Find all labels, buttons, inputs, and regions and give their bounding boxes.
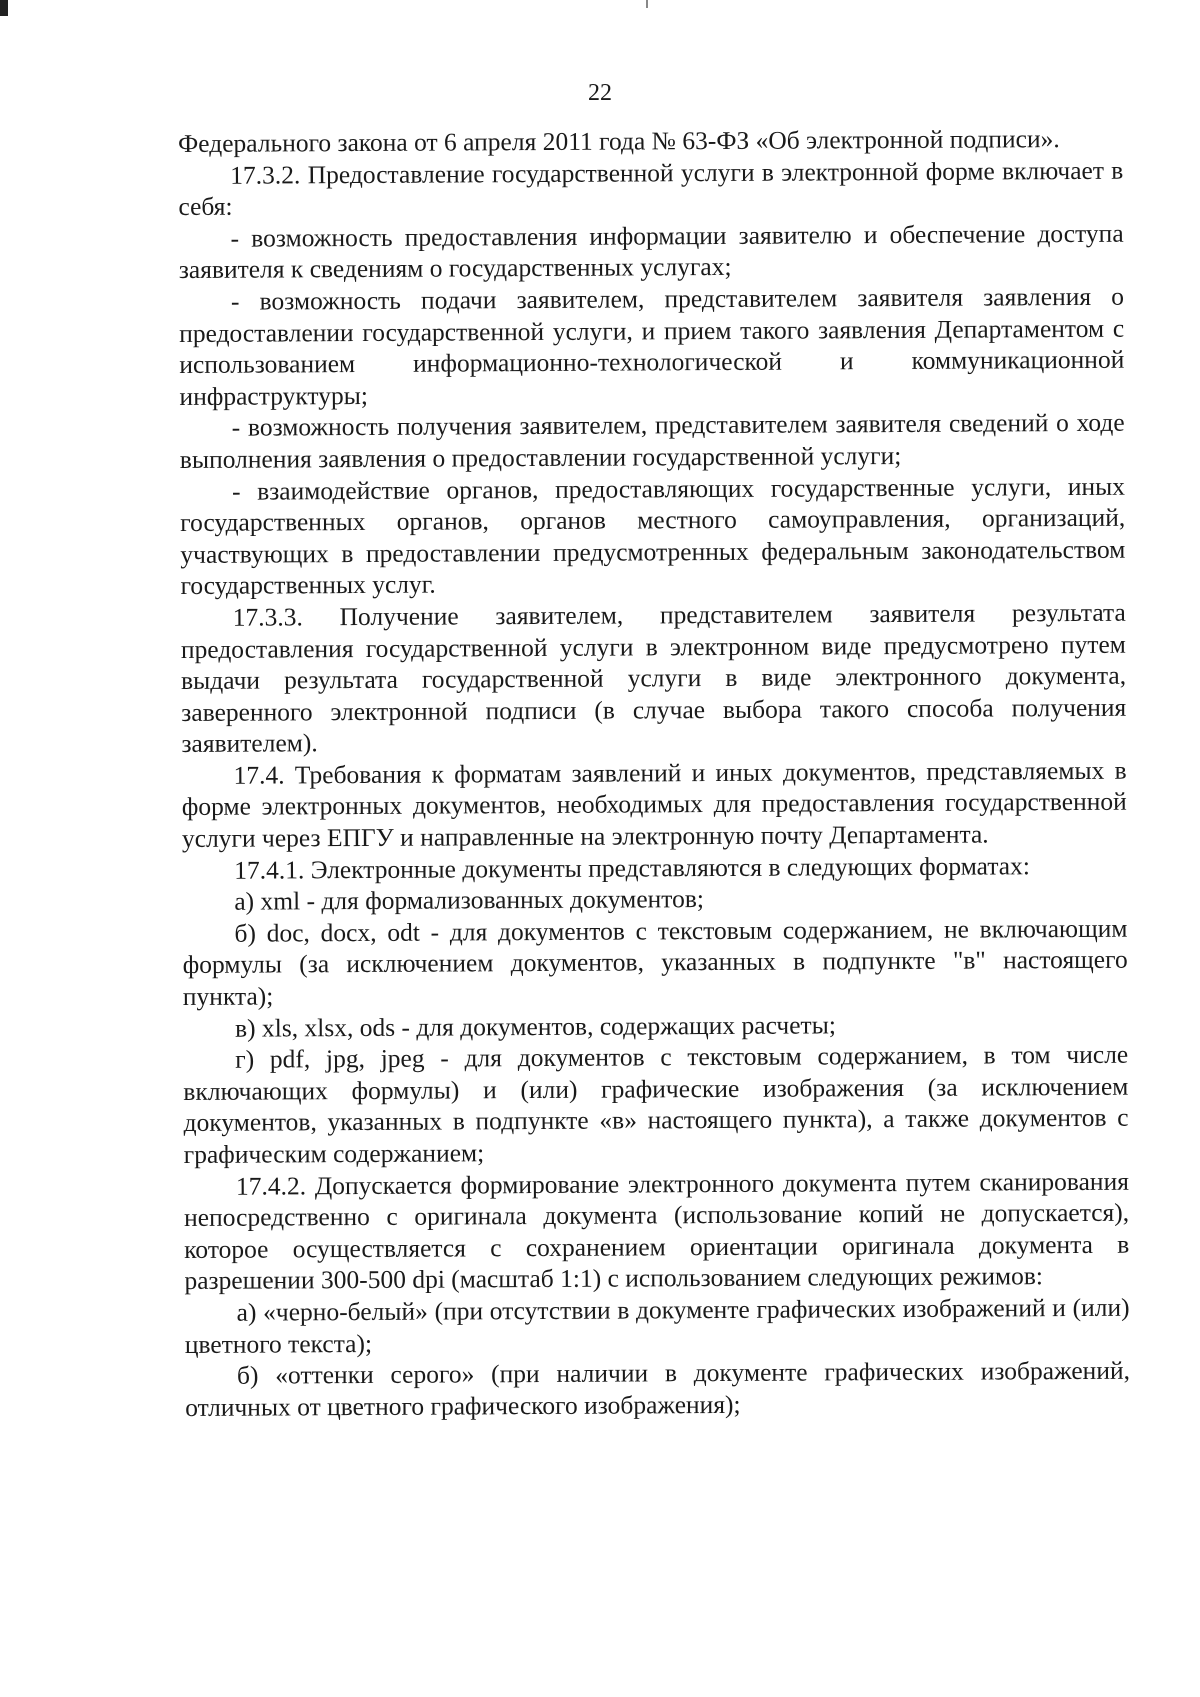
document-body [178,123,1130,1424]
list-item-info-access: - возможность предоставления информации заявителю и обеспечение доступа заявителя к сведениям о государственных услугах; [178,218,1124,285]
format-item-a: а) xml - для формализованных документов; [234,884,705,916]
format-item-b: б) doc, docx, odt - для документов с текстовым содержанием, не включающим формулы (за исключением документов, указанных в подпункте "в" настоящего пункта); [182,913,1128,1012]
paragraph-17-3-3: 17.3.3. Получение заявителем, представителем заявителя результата предоставления государственной услуги в электронном виде предусмотрено путем выдачи результата государственной услуги в виде электронного документа, заверенного электронной подписи (в случае выбора такого способа получения заявителем). [180,597,1127,759]
paragraph-17-3-2: 17.3.2. Предоставление государственной услуги в электронной форме включает в себя: [178,155,1124,222]
list-item-status-info: - возможность получения заявителем, представителем заявителя сведений о ходе выполнения заявления о предоставлении государственной услуги; [179,408,1125,474]
paragraph-17-4-2: 17.4.2. Допускается формирование электронного документа путем сканирования непосредственно с оригинала документа (использование копий не допускается), которое осуществляется с сохранением ориентации оригинала документа в разрешении 300-500 dpi (масштаб 1:1) с использованием следующих режимов: [184,1166,1130,1296]
scan-mode-a: а) «черно-белый» (при отсутствии в документе графических изображений и (или) цветного текста); [184,1292,1130,1359]
format-item-g: г) pdf, jpg, jpeg - для документов с текстовым содержанием, в том числе включающих формулы) и (или) графические изображения (за исключением документов, указанных в подпункте «в» настоящего пункта), а также документов с графическим содержанием; [183,1039,1129,1169]
scan-mode-b: б) «оттенки серого» (при наличии в документе графических изображений, отличных от цветного графического изображения); [185,1355,1131,1422]
paragraph-continuation: Федерального закона от 6 апреля 2011 года № 63-ФЗ «Об электронной подписи». [178,124,1060,158]
paragraph-17-4-1: 17.4.1. Электронные документы представляются в следующих форматах: [234,850,1030,885]
list-item-application-submission: - возможность подачи заявителем, представителем заявителя заявления о предоставлении государственной услуги, и прием такого заявления Департаментом с использованием информационно-технологической и коммуникационной инфраструктуры; [179,281,1125,411]
format-item-v: в) xls, xlsx, ods - для документов, содержащих расчеты; [234,1009,836,1043]
paragraph-17-4: 17.4. Требования к форматам заявлений и иных документов, представляемых в форме электронных документов, необходимых для предоставления государственной услуги через ЕПГУ и направленные на электронную почту Департамента. [181,755,1127,854]
scan-punch-mark [646,0,648,8]
scan-edge-mark [0,0,8,16]
page-number: 22 [588,80,612,106]
list-item-interaction: - взаимодействие органов, предоставляющих государственные услуги, иных государственных органов, органов местного самоуправления, организаций, участвующих в предоставлении предусмотренных федеральным законодательством государственных услуг. [180,471,1126,601]
